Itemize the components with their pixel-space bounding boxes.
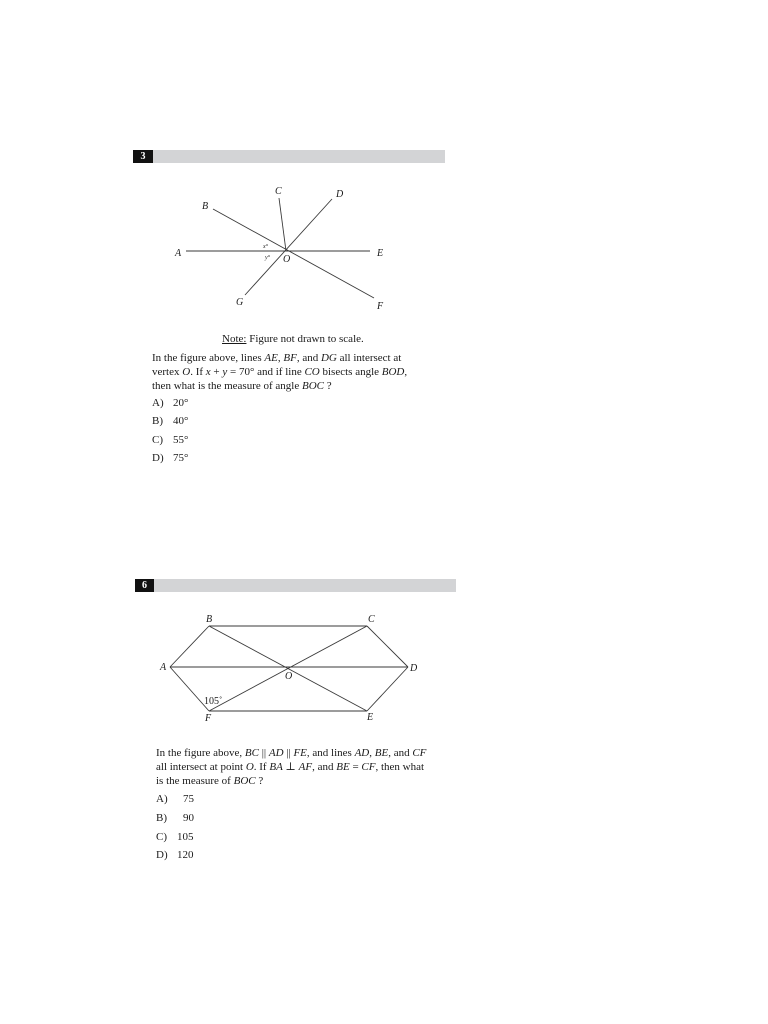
label-F: F bbox=[205, 713, 212, 724]
label-A: A bbox=[160, 662, 167, 673]
label-B: B bbox=[202, 201, 209, 212]
answer-choice-c[interactable]: C) 105 bbox=[156, 831, 194, 843]
question-6-stem bbox=[156, 746, 466, 788]
answer-choice-b[interactable]: B) 40° bbox=[152, 415, 189, 427]
label-E: E bbox=[367, 712, 374, 723]
stem-line-2: all intersect at point O. If BA ⊥ AF, and BE = CF, then what bbox=[156, 761, 425, 773]
label-E: E bbox=[377, 248, 384, 259]
label-A: A bbox=[175, 248, 182, 259]
segment-CD bbox=[367, 626, 408, 667]
label-F: F bbox=[377, 301, 384, 312]
question-6-number: 6 bbox=[135, 579, 154, 592]
label-C: C bbox=[368, 614, 375, 625]
label-D: D bbox=[336, 189, 344, 200]
stem-line-1: In the figure above, lines AE, BF, and DG all intersect at bbox=[152, 352, 402, 364]
question-3-number: 3 bbox=[133, 150, 153, 163]
answer-choice-c[interactable]: C) 55° bbox=[152, 434, 189, 446]
answer-choice-d[interactable]: D) 120 bbox=[156, 849, 194, 861]
answer-choice-a[interactable]: A) 75 bbox=[156, 793, 194, 805]
note-text: Figure not drawn to scale. bbox=[246, 333, 364, 345]
label-C: C bbox=[275, 186, 282, 197]
label-G: G bbox=[236, 297, 244, 308]
segment-AB bbox=[170, 626, 209, 667]
stem-line-3: is the measure of BOC ? bbox=[156, 775, 264, 787]
label-O: O bbox=[283, 254, 291, 265]
angle-label-x: x° bbox=[263, 244, 269, 250]
angle-label-y: y° bbox=[265, 255, 271, 261]
label-B: B bbox=[206, 614, 213, 625]
answer-choice-b[interactable]: B) 90 bbox=[156, 812, 194, 824]
stem-line-1: In the figure above, BC || AD || FE, and lines AD, BE, and CF bbox=[156, 747, 427, 759]
answer-choice-a[interactable]: A) 20° bbox=[152, 397, 189, 409]
angle-label-105: 105˚ bbox=[204, 696, 223, 707]
segment-ED bbox=[367, 667, 408, 711]
answer-choice-d[interactable]: D) 75° bbox=[152, 452, 189, 464]
label-O: O bbox=[285, 671, 293, 682]
stem-line-3: then what is the measure of angle BOC ? bbox=[152, 380, 332, 392]
stem-line-2: vertex O. If x + y = 70° and if line CO bisects angle BOD, bbox=[152, 366, 408, 378]
note-label: Note: bbox=[222, 333, 247, 345]
label-D: D bbox=[410, 663, 418, 674]
